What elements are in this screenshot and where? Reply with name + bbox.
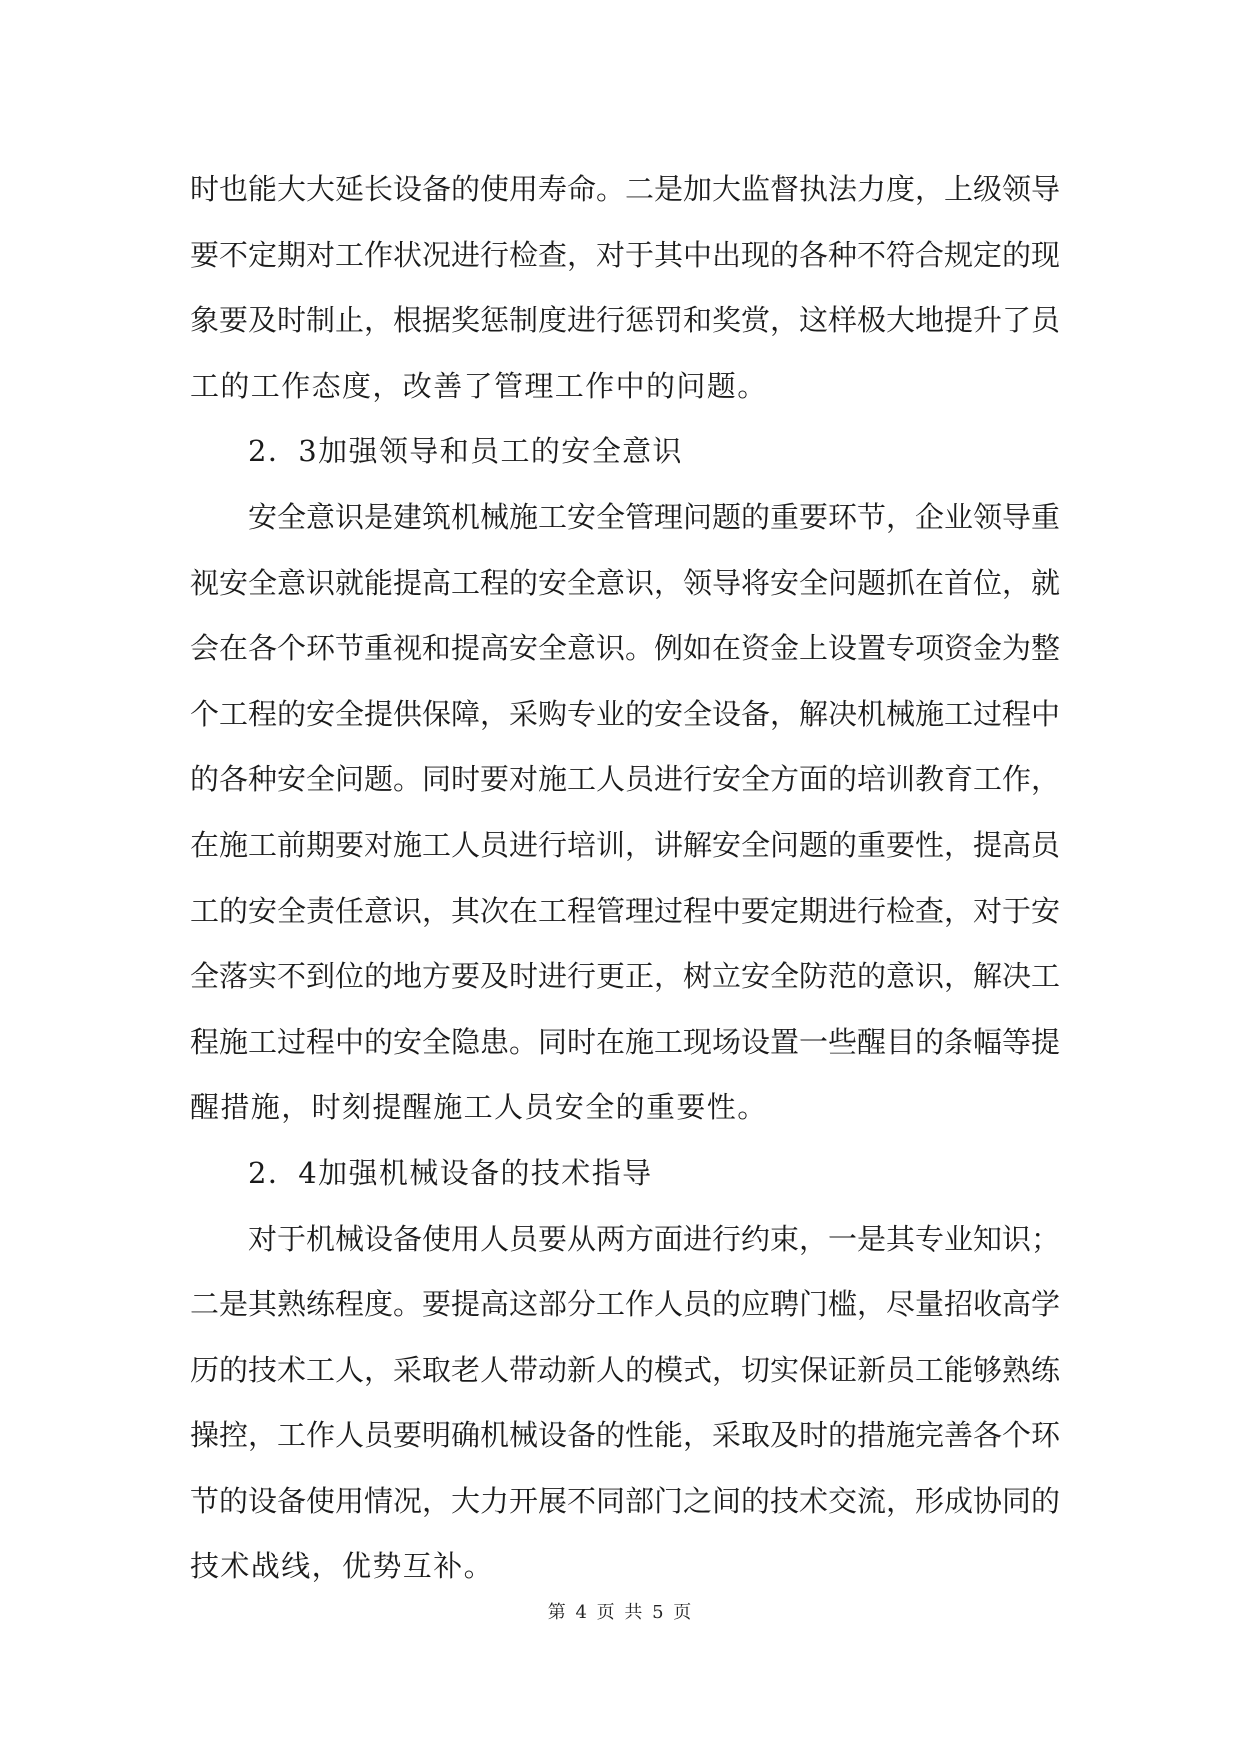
text-line: 工的工作态度，改善了管理工作中的问题。 <box>190 368 768 403</box>
text-line: 全落实不到位的地方要及时进行更正，树立安全防范的意识，解决工 <box>190 959 1061 994</box>
text-line: 要不定期对工作状况进行检查，对于其中出现的各种不符合规定的现 <box>190 237 1061 272</box>
text-line: 对于机械设备使用人员要从两方面进行约束，一是其专业知识； <box>248 1221 1061 1256</box>
text-line: 技术战线，优势互补。 <box>190 1549 495 1584</box>
paragraph-technical-guidance <box>190 1207 1061 1601</box>
paragraph-safety-awareness <box>190 485 1061 1141</box>
text-line: 视安全意识就能提高工程的安全意识，领导将安全问题抓在首位，就 <box>190 565 1061 600</box>
text-line: 二是其熟练程度。要提高这部分工作人员的应聘门槛，尽量招收高学 <box>190 1287 1061 1322</box>
section-heading-2-4: 2．4加强机械设备的技术指导 <box>248 1155 653 1190</box>
text-line: 会在各个环节重视和提高安全意识。例如在资金上设置专项资金为整 <box>190 631 1061 666</box>
text-line: 象要及时制止，根据奖惩制度进行惩罚和奖赏，这样极大地提升了员 <box>190 303 1061 338</box>
text-line: 时也能大大延长设备的使用寿命。二是加大监督执法力度，上级领导 <box>190 172 1061 206</box>
text-line: 的各种安全问题。同时要对施工人员进行安全方面的培训教育工作， <box>190 762 1061 797</box>
section-heading-2-3: 2．3加强领导和员工的安全意识 <box>248 434 683 469</box>
text-line: 安全意识是建筑机械施工安全管理问题的重要环节，企业领导重 <box>248 499 1061 534</box>
text-line: 工的安全责任意识，其次在工程管理过程中要定期进行检查，对于安 <box>190 893 1061 928</box>
text-line: 程施工过程中的安全隐患。同时在施工现场设置一些醒目的条幅等提 <box>190 1024 1061 1059</box>
text-line: 醒措施，时刻提醒施工人员安全的重要性。 <box>190 1090 768 1125</box>
text-line: 历的技术工人，采取老人带动新人的模式，切实保证新员工能够熟练 <box>190 1352 1061 1387</box>
page-number-footer: 第 4 页 共 5 页 <box>547 1602 694 1623</box>
text-line: 操控，工作人员要明确机械设备的性能，采取及时的措施完善各个环 <box>190 1418 1061 1453</box>
document-body <box>190 157 1061 1600</box>
text-line: 在施工前期要对施工人员进行培训，讲解安全问题的重要性，提高员 <box>190 827 1061 862</box>
text-line: 个工程的安全提供保障，采购专业的安全设备，解决机械施工过程中 <box>190 696 1061 731</box>
text-line: 节的设备使用情况，大力开展不同部门之间的技术交流，形成协同的 <box>190 1483 1061 1518</box>
paragraph-continued <box>190 157 1061 419</box>
